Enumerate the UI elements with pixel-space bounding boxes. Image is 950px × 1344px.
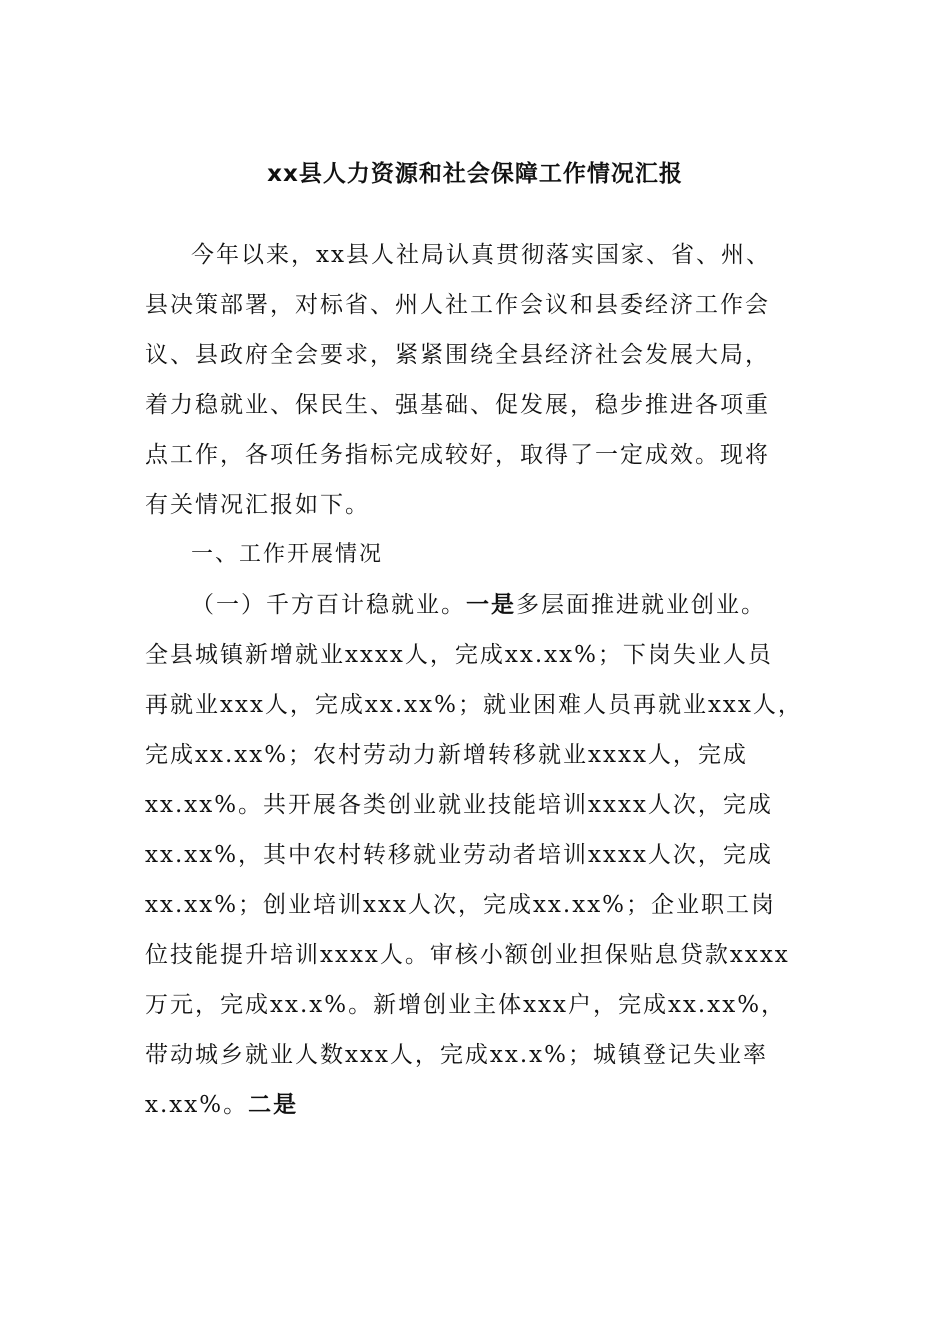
subsection-line: 带动城乡就业人数xxx人，完成xx.x%；城镇登记失业率 xyxy=(145,1042,768,1068)
subsection-line: 完成xx.xx%；农村劳动力新增转移就业xxxx人，完成 xyxy=(145,742,748,768)
intro-line-3: 议、县政府全会要求，紧紧围绕全县经济社会发展大局， xyxy=(145,342,770,368)
document-body xyxy=(145,230,810,1130)
section-heading: 一、工作开展情况 xyxy=(191,542,384,567)
first-marker: 一是 xyxy=(466,592,516,618)
second-marker: 二是 xyxy=(248,1092,299,1118)
subsection-lead: （一）千方百计稳就业。 xyxy=(191,592,466,618)
subsection-line: 全县城镇新增就业xxxx人，完成xx.xx%；下岗失业人员 xyxy=(145,642,773,668)
intro-line-2: 县决策部署，对标省、州人社工作会议和县委经济工作会 xyxy=(145,292,770,318)
subsection-line: 位技能提升培训xxxx人。审核小额创业担保贴息贷款xxxx xyxy=(145,942,790,968)
subsection-last-line xyxy=(145,1080,810,1130)
subsection-line: 万元，完成xx.x%。新增创业主体xxx户，完成xx.xx%， xyxy=(145,992,787,1018)
subsection-line: xx.xx%。共开展各类创业就业技能培训xxxx人次，完成 xyxy=(145,792,773,818)
last-line-text: x.xx%。 xyxy=(145,1092,249,1118)
first-point-text: 多层面推进就业创业。 xyxy=(516,592,766,618)
subsection-first-line xyxy=(145,580,810,630)
subsection-line: xx.xx%；创业培训xxx人次，完成xx.xx%；企业职工岗 xyxy=(145,892,777,918)
intro-line-6: 有关情况汇报如下。 xyxy=(145,492,370,518)
intro-line-4: 着力稳就业、保民生、强基础、促发展，稳步推进各项重 xyxy=(145,392,770,418)
subsection-line: xx.xx%，其中农村转移就业劳动者培训xxxx人次，完成 xyxy=(145,842,773,868)
intro-line-1: 今年以来，xx县人社局认真贯彻落实国家、省、州、 xyxy=(191,242,771,268)
subsection-line: 再就业xxx人，完成xx.xx%；就业困难人员再就业xxx人， xyxy=(145,692,803,718)
intro-line-5: 点工作，各项任务指标完成较好，取得了一定成效。现将 xyxy=(145,442,770,468)
document-title: xx县人力资源和社会保障工作情况汇报 xyxy=(267,161,683,187)
